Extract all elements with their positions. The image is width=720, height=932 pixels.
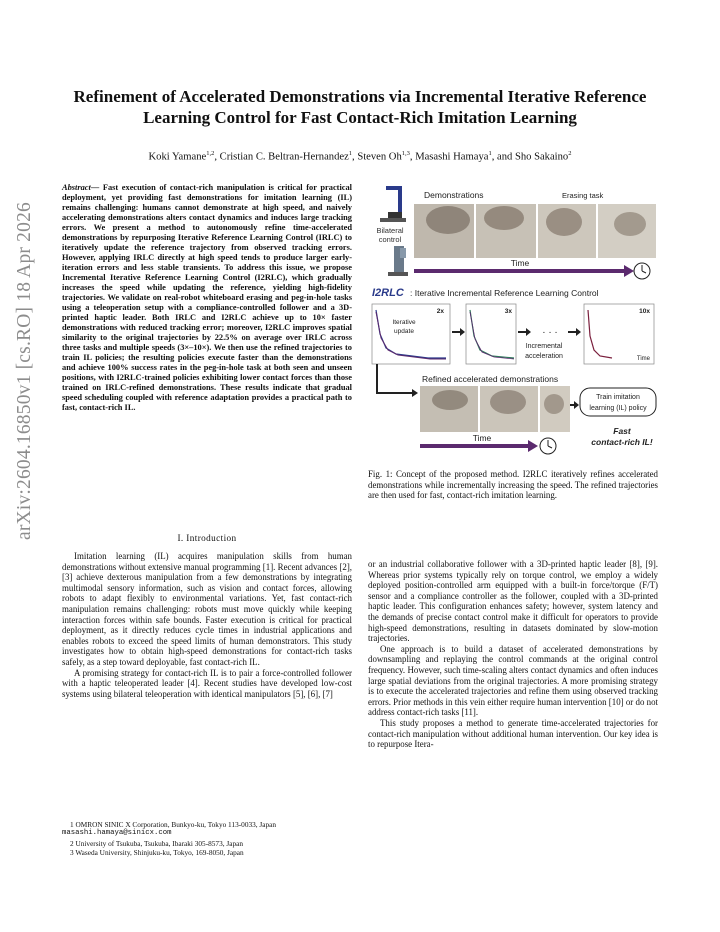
time-label-2: Time	[472, 433, 492, 443]
right-paragraph-1: or an industrial collaborative follower with a 3D-printed haptic leader [8], [9]. Whereas prior systems typically rely on torque control, we employ a widely deployed position-controlled arm equipped with a built-in force/torque (F/T) sensor and a compliance controller as the follower, coupled with a 3D-printed haptic leader. This configuration enhances safety; however, system latency and the demands of precise contact control make it difficult for operators to provide high-speed demonstrations, resulting in datasets dominated by slow-motion trajectories.	[368, 559, 658, 644]
footnote-2: 2 University of Tsukuba, Tsukuba, Ibaraki 305-8573, Japan	[70, 838, 243, 848]
right-paragraph-2: One approach is to build a dataset of accelerated demonstrations by downsampling and replaying the control commands at the original control frequency. However, such time-scaling alters contact dynamics and often induces large spatial deviations from the original trajectories. A more promising strategy is to execute the accelerated trajectories and refine them using observed tracking errors. Prior methods in this vein either require human intervention [10] or do not address contact-rich tasks [11].	[368, 643, 658, 718]
erasing-task-label: Erasing task	[562, 191, 604, 200]
fast-label-1: Fast	[613, 426, 631, 436]
i2rlc-label: I2RLC	[372, 287, 404, 299]
plot-arrow-1	[452, 328, 465, 336]
refined-demonstrations-label: Refined accelerated demonstrations	[422, 374, 559, 384]
intro-text	[62, 551, 352, 699]
iterative-label-1: Iterative	[392, 319, 416, 326]
robot-leader-icon	[380, 186, 406, 222]
robot-follower-icon	[388, 246, 408, 276]
ellipsis: · · ·	[542, 327, 558, 338]
fast-label-2: contact-rich IL!	[591, 437, 653, 447]
footnote-3: 3 Waseda University, Shinjuku-ku, Tokyo, 169-8050, Japan	[70, 848, 244, 858]
plot-arrow-2	[518, 328, 531, 336]
bilateral-label-2: control	[378, 235, 402, 244]
speed-10x-label: 10x	[639, 308, 650, 315]
connector-arrow	[376, 364, 418, 397]
incremental-label-1: Incremental	[525, 343, 563, 350]
speed-2x-label: 2x	[436, 308, 444, 315]
plot-arrow-3	[568, 328, 581, 336]
section-heading: I. Introduction	[177, 533, 237, 543]
plot-time-label: Time	[636, 356, 650, 362]
footnote-email: masashi.hamaya@sinicx.com	[62, 829, 172, 838]
clock-icon	[634, 263, 650, 279]
time-label: Time	[510, 258, 530, 268]
i2rlc-description: : Iterative Incremental Reference Learning Control	[410, 288, 599, 298]
right-column-text	[368, 559, 658, 750]
train-label-2: learning (IL) policy	[589, 405, 647, 412]
figure-caption: Fig. 1: Concept of the proposed method. I2RLC iteratively refines accelerated demonstrations while incrementally increasing the speed. The refined trajectories are then used for fast, contact-rich imitation learning.	[368, 469, 658, 501]
abstract	[62, 183, 352, 413]
author-list: Koki Yamane$^{1,2}$, Cristian C. Beltran-Hernandez$^1$, Steven Oh$^{1,3}$, Masashi Hamaya$^1$, and Sho Sakaino$^2$	[148, 150, 572, 163]
demo-photo-strip	[414, 204, 656, 258]
speed-3x-label: 3x	[504, 308, 512, 315]
abstract-lead: Abstract—	[62, 183, 100, 192]
footnote-1: 1 OMRON SINIC X Corporation, Bunkyo-ku, Tokyo 113-0033, Japan	[70, 820, 277, 829]
clock-icon-2	[540, 438, 556, 454]
paper-title: Refinement of Accelerated Demonstrations via Incremental Iterative Reference Learning Control for Fast Contact-Rich Imitation Learning	[73, 87, 647, 127]
train-label-1: Train imitation	[596, 394, 640, 401]
abstract-body: Fast execution of contact-rich manipulation is critical for practical deployment, yet providing fast demonstrations for imitation learning (IL) remains challenging: humans cannot demonstrate at high speed, and naively accelerating demonstrations alters contact dynamics and induces large tracking errors. We present a method to autonomously refine time-accelerated demonstrations by repurposing Iterative Reference Learning Control (IRLC) to iteratively update the reference trajectory from observed tracking errors. However, applying IRLC directly at high speed tends to produce larger early-iteration errors and less stable transients. To address this issue, we propose Incremental Iterative Reference Learning Control (I2RLC), which gradually increases the speed while updating the reference, yielding high-fidelity trajectories. We validate on real-robot whiteboard erasing and peg-in-hole tasks using a teleoperation setup with a compliance-controlled follower and a 3D-printed haptic leader. Both IRLC and I2RLC achieve up to 10× faster demonstrations with reduced tracking error; moreover, I2RLC improves spatial similarity to the original trajectories by 22.5% on average over IRLC across three tasks and multiple speeds (3×–10×). We then use the refined trajectories to train IL policies; the resulting policies execute faster than the demonstrations and achieve 100% success rates in the peg-in-hole task at both seen and unseen positions, with I2RLC-trained policies exhibiting lower contact forces than those trained on IRLC-refined demonstrations. These results indicate that gradual speed scheduling coupled with reference adaptation provides a practical path to fast, contact-rich IL.	[62, 183, 353, 412]
arxiv-watermark: arXiv:2604.16850v1 [cs.RO] 18 Apr 2026	[14, 202, 35, 540]
right-paragraph-3: This study proposes a method to generate time-accelerated trajectories for contact-rich manipulation without additional human intervention. Our key idea is to repurpose Itera-	[368, 717, 658, 750]
bilateral-label-1: Bilateral	[376, 226, 404, 235]
refined-photo-strip	[420, 386, 570, 432]
intro-paragraph-2: A promising strategy for contact-rich IL is to pair a force-controlled follower with a haptic teleoperated leader [4]. Recent studies have developed low-cost systems using bilateral teleoperation with identical manipulators [5], [6], [7]	[62, 667, 352, 699]
iterative-label-2: update	[394, 328, 414, 335]
figure-1	[368, 184, 658, 464]
demonstrations-label: Demonstrations	[424, 190, 484, 200]
footnotes	[62, 820, 352, 858]
train-arrow	[570, 401, 579, 409]
intro-paragraph-1: Imitation learning (IL) acquires manipulation skills from human demonstrations without extensive manual programming [1]. Recent advances [2], [3] achieve dexterous manipulation from a few demonstrations by integrating multimodal sensory information, such as vision and contact forces, allowing robots to adapt flexibly to environmental variations. Yet, fast contact-rich manipulation remains challenging: robots must move quickly while keeping interaction forces within safe bounds. Faster execution is critical for practical deployment, as it directly reduces cycle times in industrial applications and enables robots to exceed the speed limits of human demonstrators. This study investigates how to obtain high-speed demonstrations for contact-rich tasks safely, as a step toward deployable, fast contact-rich IL.	[62, 551, 352, 667]
incremental-label-2: acceleration	[525, 353, 563, 360]
